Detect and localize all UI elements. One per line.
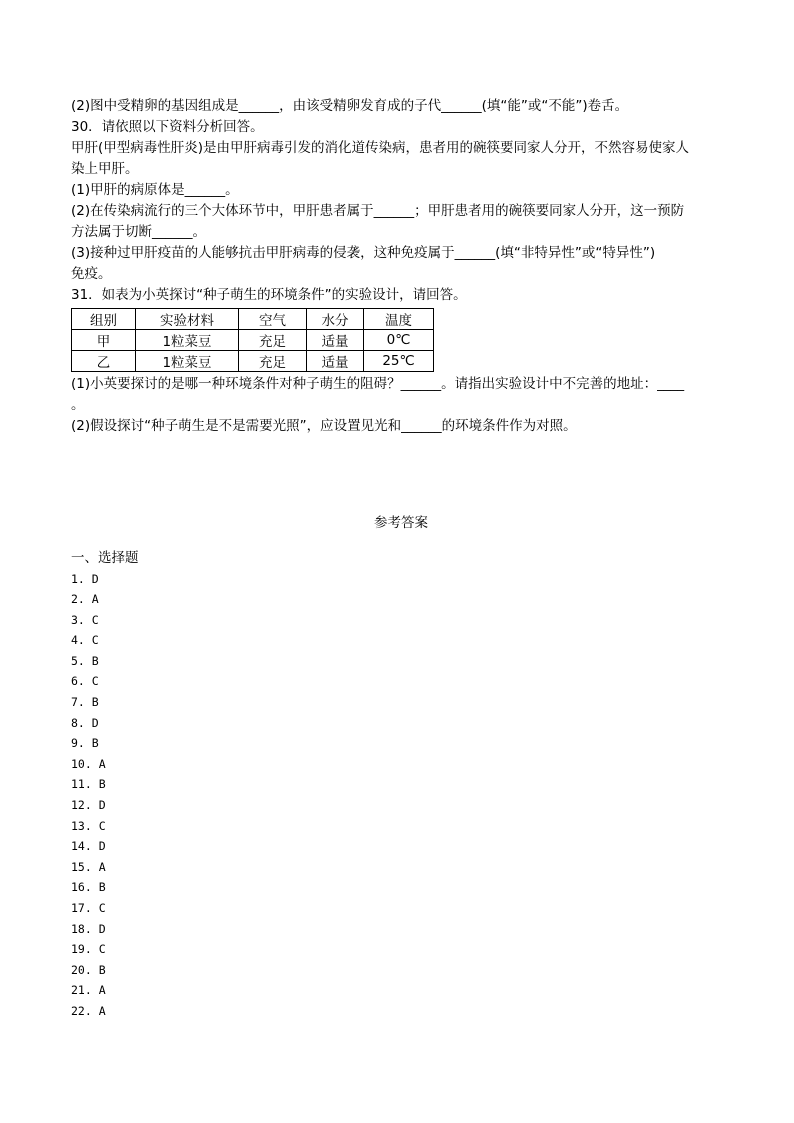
q30-header: 30．请依照以下资料分析回答。 (71, 119, 264, 135)
table-cell: 0℃ (364, 330, 434, 351)
q30-material-line2: 染上甲肝。 (71, 161, 139, 177)
list-item: 22. A (71, 1003, 106, 1018)
q31-part2: (2)假设探讨“种子萌生是不是需要光照”，应设置见光和______的环境条件作为对照。 (71, 418, 577, 434)
list-item: 12. D (71, 798, 106, 813)
experiment-table (71, 308, 434, 372)
list-item: 13. C (71, 818, 106, 833)
answer-list (71, 569, 731, 1022)
q31-part1-line1: (1)小英要探讨的是哪一种环境条件对种子萌生的阻碍？______。请指出实验设计中不完善的地址：____ (71, 376, 685, 392)
table-cell: 乙 (72, 351, 136, 372)
q31-header: 31．如表为小英探讨“种子萌生的环境条件”的实验设计，请回答。 (71, 287, 467, 303)
list-item: 20. B (71, 962, 106, 977)
list-item: 7. B (71, 695, 99, 710)
list-item: 2. A (71, 592, 99, 607)
answers-title: 参考答案 (374, 515, 428, 531)
table-cell: 适量 (307, 330, 364, 351)
answers-section-heading: 一、选择题 (71, 549, 139, 566)
q30-part1: (1)甲肝的病原体是______。 (71, 182, 239, 198)
list-item: 18. D (71, 921, 106, 936)
q31-part1-line2: 。 (71, 397, 85, 413)
table-cell: 1粒菜豆 (136, 330, 239, 351)
list-item: 16. B (71, 880, 106, 895)
q30-part2-line2: 方法属于切断______。 (71, 224, 206, 240)
list-item: 21. A (71, 983, 106, 998)
table-row (72, 351, 434, 372)
list-item: 5. B (71, 653, 99, 668)
q29-part2: (2)图中受精卵的基因组成是______，由该受精卵发育成的子代______(填“能”或“不能”)卷舌。 (71, 98, 629, 114)
table-cell: 充足 (239, 351, 307, 372)
table-header-cell: 组别 (72, 309, 136, 330)
list-item: 4. C (71, 633, 99, 648)
list-item: 19. C (71, 942, 106, 957)
table-header-cell: 实验材料 (136, 309, 239, 330)
list-item: 3. C (71, 612, 99, 627)
list-item: 15. A (71, 859, 106, 874)
table-header-cell: 空气 (239, 309, 307, 330)
list-item: 9. B (71, 736, 99, 751)
list-item: 11. B (71, 777, 106, 792)
table-cell: 充足 (239, 330, 307, 351)
list-item: 14. D (71, 839, 106, 854)
list-item: 1. D (71, 571, 99, 586)
table-header-cell: 水分 (307, 309, 364, 330)
table-row (72, 330, 434, 351)
table-header-row (72, 309, 434, 330)
table-cell: 甲 (72, 330, 136, 351)
table-cell: 适量 (307, 351, 364, 372)
q30-part2-line1: (2)在传染病流行的三个大体环节中，甲肝患者属于______；甲肝患者用的碗筷要同家人分开，这一预防 (71, 203, 685, 219)
table-cell: 1粒菜豆 (136, 351, 239, 372)
document-page (71, 96, 731, 1022)
list-item: 8. D (71, 715, 99, 730)
list-item: 10. A (71, 756, 106, 771)
list-item: 6. C (71, 674, 99, 689)
q30-material-line1: 甲肝(甲型病毒性肝炎)是由甲肝病毒引发的消化道传染病，患者用的碗筷要同家人分开，不然容易使家人 (71, 140, 690, 156)
q30-part3-line2: 免疫。 (71, 266, 112, 282)
table-header-cell: 温度 (364, 309, 434, 330)
list-item: 17. C (71, 901, 106, 915)
table-cell: 25℃ (364, 351, 434, 372)
q30-part3-line1: (3)接种过甲肝疫苗的人能够抗击甲肝病毒的侵袭，这种免疫属于______(填“非特异性”或“特异性”) (71, 245, 656, 261)
